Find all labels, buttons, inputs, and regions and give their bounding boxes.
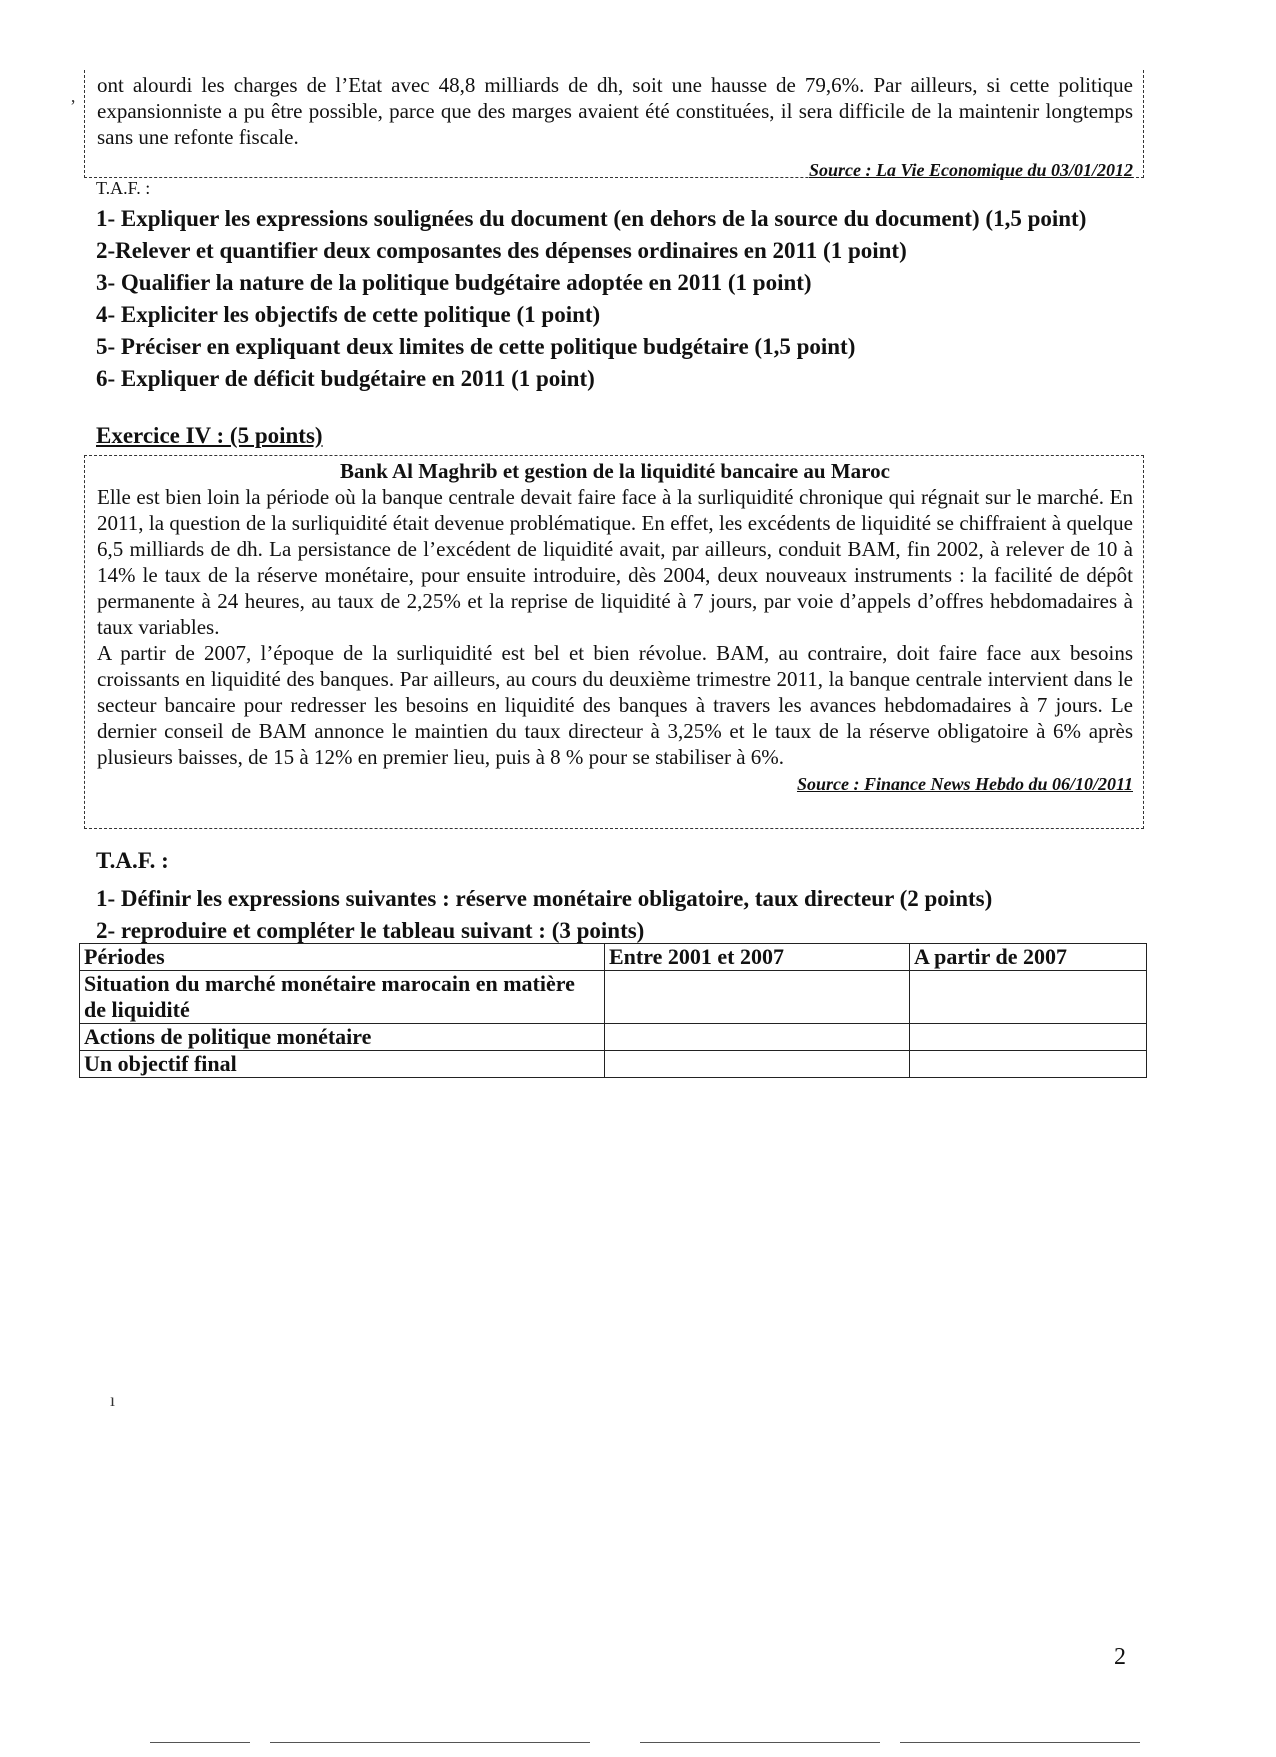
page-number: 2 xyxy=(1114,1644,1126,1670)
scan-rule xyxy=(640,1742,880,1743)
liquidity-table xyxy=(79,943,1147,1078)
table-header-periods: Périodes xyxy=(80,944,605,971)
table-cell-empty xyxy=(605,971,910,1024)
table-row xyxy=(80,1051,1147,1078)
table-row-label: Un objectif final xyxy=(80,1051,605,1078)
table-cell-empty xyxy=(605,1024,910,1051)
table-row xyxy=(80,1024,1147,1051)
question-2: 2-Relever et quantifier deux composantes des dépenses ordinaires en 2011 (1 point) xyxy=(96,238,907,263)
scan-mark: ʼ xyxy=(70,96,76,116)
question-5: 5- Préciser en expliquant deux limites de cette politique budgétaire (1,5 point) xyxy=(96,334,856,359)
document-2-title: Bank Al Maghrib et gestion de la liquidité bancaire au Maroc xyxy=(340,459,890,483)
question-1: 1- Expliquer les expressions soulignées du document (en dehors de la source du document) (1,5 point) xyxy=(96,206,1087,231)
document-box-1 xyxy=(84,70,1144,178)
question-6: 6- Expliquer de déficit budgétaire en 2011 (1 point) xyxy=(96,366,595,391)
taf-questions-2 xyxy=(96,884,1146,948)
exercise-4-title: Exercice IV : (5 points) xyxy=(96,423,323,448)
table-header-2001-2007: Entre 2001 et 2007 xyxy=(605,944,910,971)
scan-rule xyxy=(270,1742,590,1743)
document-1-source: Source : La Vie Economique du 03/01/2012 xyxy=(808,160,1133,180)
scan-mark: ı xyxy=(110,1390,116,1410)
taf-questions-1 xyxy=(96,204,1146,396)
document-2-source: Source : Finance News Hebdo du 06/10/2011 xyxy=(796,774,1133,794)
document-2-paragraph-1: Elle est bien loin la période où la banque centrale devait faire face à la surliquidité chronique qui régnait sur le marché. En 2011, la question de la surliquidité était devenue problématique. En effet, les excédents de liquidité se chiffraient à quelque 6,5 milliards de dh. La persistance de l’excédent de liquidité avait, par ailleurs, conduit BAM, fin 2002, à relever de 10 à 14% le taux de la réserve monétaire, pour ensuite introduire, dès 2004, deux nouveaux instruments : la facilité de dépôt permanente à 24 heures, au taux de 2,25% et la reprise de liquidité à 7 jours, par voie d’appels d’offres hebdomadaires à taux variables. xyxy=(97,485,1133,639)
table-cell-empty xyxy=(910,1051,1147,1078)
table-row xyxy=(80,971,1147,1024)
document-box-2 xyxy=(84,455,1144,829)
table-row-label: Situation du marché monétaire marocain en matière de liquidité xyxy=(80,971,605,1024)
taf-label-1: T.A.F. : xyxy=(96,178,151,198)
table-header-row xyxy=(80,944,1147,971)
document-2-paragraph-2: A partir de 2007, l’époque de la surliquidité est bel et bien révolue. BAM, au contraire, doit faire face aux besoins croissants en liquidité des banques. Par ailleurs, au cours du deuxième trimestre 2011, la banque centrale intervient dans le secteur bancaire pour redresser les besoins en liquidité des banques à travers les avances hebdomadaires à 7 jours. Le dernier conseil de BAM annonce le maintien du taux directeur à 3,25% et le taux de la réserve obligatoire à 6% après plusieurs baisses, de 15 à 12% en premier lieu, puis à 8 % pour se stabiliser à 6%. xyxy=(97,641,1133,769)
table-cell-empty xyxy=(605,1051,910,1078)
question-4: 4- Expliciter les objectifs de cette politique (1 point) xyxy=(96,302,601,327)
scan-rule xyxy=(150,1742,250,1743)
table-cell-empty xyxy=(910,1024,1147,1051)
taf-label-2: T.A.F. : xyxy=(96,848,169,873)
document-1-paragraph: ont alourdi les charges de l’Etat avec 48,8 milliards de dh, soit une hausse de 79,6%. Par ailleurs, si cette politique expansionniste a pu être possible, parce que des marges avaient été constituées, il sera difficile de la maintenir longtemps sans une refonte fiscale. xyxy=(97,73,1133,149)
table-row-label: Actions de politique monétaire xyxy=(80,1024,605,1051)
scan-rule xyxy=(900,1742,1140,1743)
table-header-from-2007: A partir de 2007 xyxy=(910,944,1147,971)
question-3: 3- Qualifier la nature de la politique budgétaire adoptée en 2011 (1 point) xyxy=(96,270,812,295)
table-cell-empty xyxy=(910,971,1147,1024)
question-table: 2- reproduire et compléter le tableau suivant : (3 points) xyxy=(96,918,645,943)
question-def: 1- Définir les expressions suivantes : réserve monétaire obligatoire, taux directeur (2 points) xyxy=(96,886,993,911)
